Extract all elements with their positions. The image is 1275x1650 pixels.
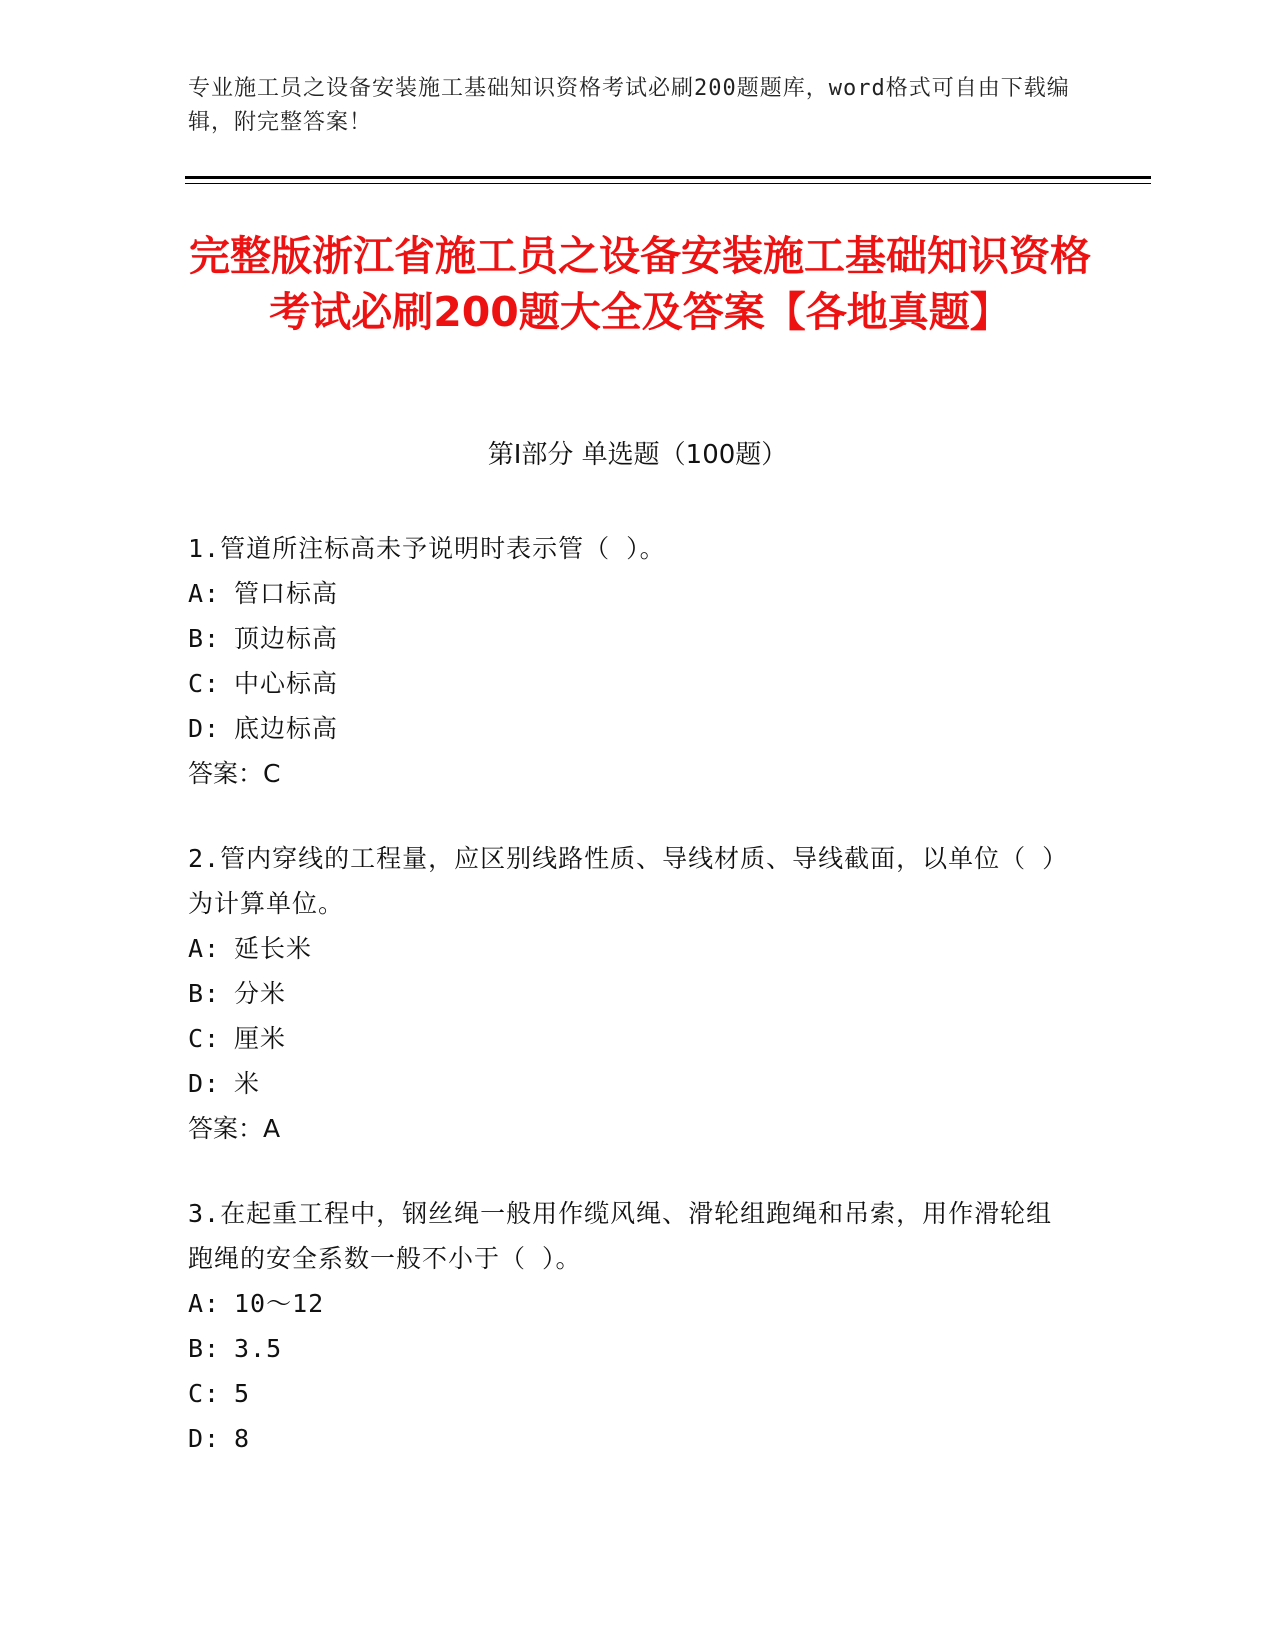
option-text: 延长米	[234, 934, 313, 963]
option-c	[188, 1016, 1068, 1061]
question-stem: 3.在起重工程中，钢丝绳一般用作缆风绳、滑轮组跑绳和吊索，用作滑轮组跑绳的安全系数一般不小于（ ）。	[188, 1199, 1053, 1273]
option-letter: A:	[188, 934, 221, 963]
option-text: 底边标高	[234, 714, 339, 743]
option-text: 顶边标高	[234, 624, 339, 653]
option-a	[188, 571, 1068, 616]
section-title: 第I部分 单选题（100题）	[487, 440, 788, 470]
question-3	[188, 1191, 1068, 1461]
option-letter: C:	[188, 1379, 221, 1408]
option-letter: B:	[188, 1334, 221, 1363]
option-letter: D:	[188, 714, 221, 743]
option-text: 8	[234, 1424, 251, 1453]
header-rule-thin	[185, 183, 1151, 184]
option-letter: C:	[188, 1024, 221, 1053]
option-text: 10～12	[234, 1289, 325, 1318]
option-text: 管口标高	[234, 579, 339, 608]
option-a	[188, 926, 1068, 971]
option-d	[188, 706, 1068, 751]
option-text: 分米	[234, 979, 287, 1008]
option-b	[188, 971, 1068, 1016]
option-text: 5	[234, 1379, 251, 1408]
option-letter: D:	[188, 1424, 221, 1453]
option-letter: A:	[188, 1289, 221, 1318]
header-rule-thick	[185, 176, 1151, 179]
option-letter: B:	[188, 624, 221, 653]
question-1	[188, 526, 1068, 796]
option-letter: C:	[188, 669, 221, 698]
option-text: 中心标高	[234, 669, 339, 698]
option-text: 米	[234, 1069, 261, 1098]
option-d	[188, 1061, 1068, 1106]
header-note: 专业施工员之设备安装施工基础知识资格考试必刷200题题库，word格式可自由下载编辑，附完整答案！	[188, 76, 1070, 135]
option-b	[188, 1326, 1068, 1371]
question-2	[188, 836, 1068, 1151]
option-letter: D:	[188, 1069, 221, 1098]
answer: 答案：A	[188, 1114, 281, 1143]
option-c	[188, 661, 1068, 706]
option-text: 厘米	[234, 1024, 287, 1053]
option-d	[188, 1416, 1068, 1461]
option-c	[188, 1371, 1068, 1416]
question-stem: 1.管道所注标高未予说明时表示管（ ）。	[188, 534, 666, 563]
option-letter: B:	[188, 979, 221, 1008]
option-letter: A:	[188, 579, 221, 608]
option-a	[188, 1281, 1068, 1326]
document-title: 完整版浙江省施工员之设备安装施工基础知识资格考试必刷200题大全及答案【各地真题】	[189, 232, 1091, 336]
option-text: 3.5	[234, 1334, 283, 1363]
question-list	[188, 526, 1068, 1501]
option-b	[188, 616, 1068, 661]
answer: 答案：C	[188, 759, 281, 788]
question-stem: 2.管内穿线的工程量，应区别线路性质、导线材质、导线截面，以单位（ ）为计算单位。	[188, 844, 1056, 918]
